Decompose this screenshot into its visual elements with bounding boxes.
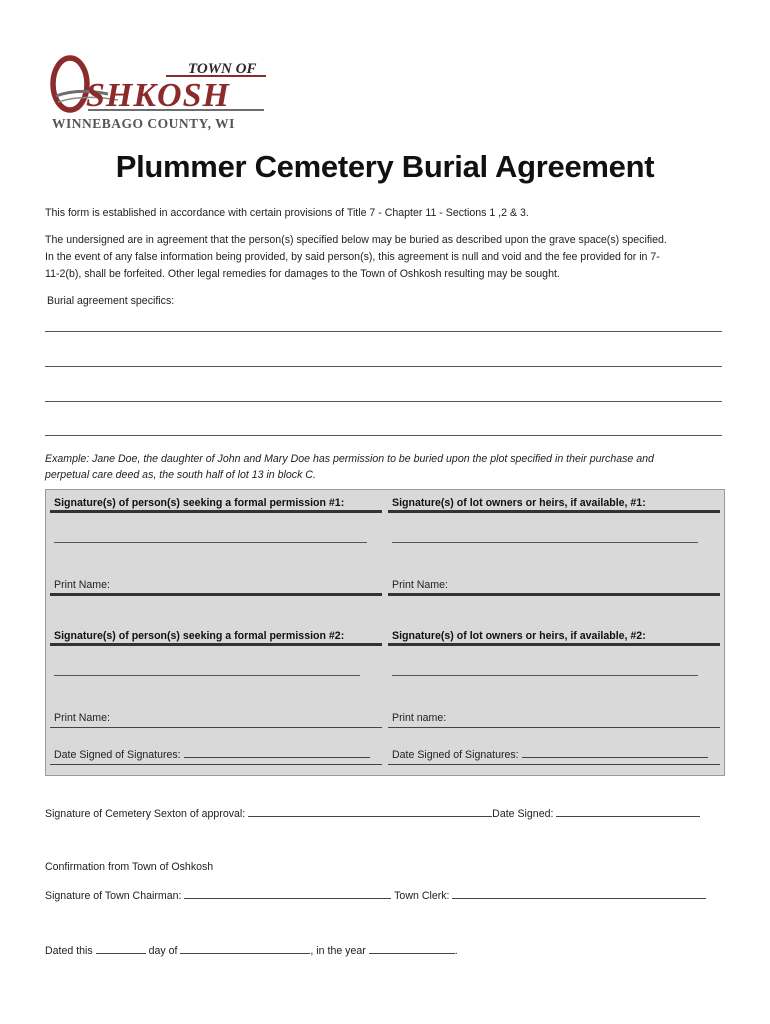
right-print-name-2: Print name: — [392, 712, 447, 724]
example-line: perpetual care deed as, the south half of lot 13 in block C. — [45, 469, 316, 481]
clerk-signature-field[interactable] — [452, 888, 706, 899]
agreement-line: In the event of any false information being provided, by said person(s), this agreement is null and void and the fee provided for in 7- — [45, 251, 660, 263]
chairman-signature-field[interactable] — [184, 888, 391, 899]
left-date-field[interactable] — [184, 747, 370, 758]
agreement-line: 11-2(b), shall be forfeited. Other legal remedies for damages to the Town of Oshkosh resulting may be sought. — [45, 268, 560, 280]
town-logo-graphic — [48, 48, 272, 134]
dated-row — [45, 943, 458, 957]
chairman-row — [45, 888, 706, 902]
logo-main-text: SHKOSH — [86, 77, 230, 114]
left-date-signed — [54, 747, 370, 761]
sexton-date-label: Date Signed: — [492, 808, 554, 820]
intro-text: This form is established in accordance with certain provisions of Title 7 - Chapter 11 - Sections 1 ,2 & 3. — [45, 207, 529, 219]
left-print-rule-1[interactable] — [50, 593, 382, 596]
example-text — [45, 451, 715, 483]
left-print-rule-2[interactable] — [50, 727, 382, 728]
left-date-rule — [50, 764, 382, 765]
dated-period: . — [454, 945, 458, 957]
right-date-signed — [392, 747, 708, 761]
specifics-line-2[interactable] — [45, 366, 722, 367]
sexton-signature-field[interactable] — [248, 806, 492, 817]
sexton-label: Signature of Cemetery Sexton of approval: — [45, 808, 246, 820]
right-date-rule — [388, 764, 720, 765]
right-signature-label-1: Signature(s) of lot owners or heirs, if available, #1: — [392, 497, 646, 509]
dated-month-field[interactable] — [180, 943, 310, 954]
right-print-name-1: Print Name: — [392, 579, 448, 591]
specifics-line-1[interactable] — [45, 331, 722, 332]
right-signature-field-2[interactable] — [392, 675, 698, 676]
right-signature-label-2: Signature(s) of lot owners or heirs, if available, #2: — [392, 630, 646, 642]
sexton-date-field[interactable] — [556, 806, 700, 817]
left-signature-field-1[interactable] — [54, 542, 367, 543]
right-print-rule-2[interactable] — [388, 727, 720, 728]
left-print-name-1: Print Name: — [54, 579, 110, 591]
agreement-paragraph — [45, 232, 725, 283]
left-signature-label-2: Signature(s) of person(s) seeking a formal permission #2: — [54, 630, 345, 642]
left-print-name-2: Print Name: — [54, 712, 110, 724]
signature-box — [45, 489, 725, 776]
sexton-row — [45, 806, 700, 820]
left-date-label: Date Signed of Signatures: — [54, 749, 181, 761]
left-header-rule-2 — [50, 643, 382, 646]
logo-bottom-text: WINNEBAGO COUNTY, WI — [52, 116, 235, 131]
clerk-label: Town Clerk: — [394, 890, 450, 902]
specifics-label: Burial agreement specifics: — [47, 295, 175, 307]
right-header-rule-1 — [388, 510, 720, 513]
left-signature-label-1: Signature(s) of person(s) seeking a formal permission #1: — [54, 497, 345, 509]
example-line: Example: Jane Doe, the daughter of John and Mary Doe has permission to be buried upon the plot specified in their purchase and — [45, 453, 654, 465]
specifics-line-3[interactable] — [45, 401, 722, 402]
left-signature-field-2[interactable] — [54, 675, 360, 676]
right-print-rule-1[interactable] — [388, 593, 720, 596]
right-date-field[interactable] — [522, 747, 708, 758]
dated-day-field[interactable] — [96, 943, 146, 954]
left-header-rule-1 — [50, 510, 382, 513]
town-logo — [48, 48, 272, 134]
page-title: Plummer Cemetery Burial Agreement — [115, 149, 655, 184]
confirmation-heading: Confirmation from Town of Oshkosh — [45, 861, 214, 873]
dated-day-label: day of — [148, 945, 178, 957]
dated-prefix: Dated this — [45, 945, 93, 957]
dated-year-field[interactable] — [369, 943, 455, 954]
chairman-label: Signature of Town Chairman: — [45, 890, 182, 902]
specifics-line-4[interactable] — [45, 435, 722, 436]
right-signature-field-1[interactable] — [392, 542, 698, 543]
right-date-label: Date Signed of Signatures: — [392, 749, 519, 761]
right-header-rule-2 — [388, 643, 720, 646]
dated-year-label: , in the year — [310, 945, 366, 957]
logo-top-text: TOWN OF — [188, 61, 257, 77]
agreement-line: The undersigned are in agreement that the person(s) specified below may be buried as described upon the grave space(s) specified. — [45, 234, 667, 246]
